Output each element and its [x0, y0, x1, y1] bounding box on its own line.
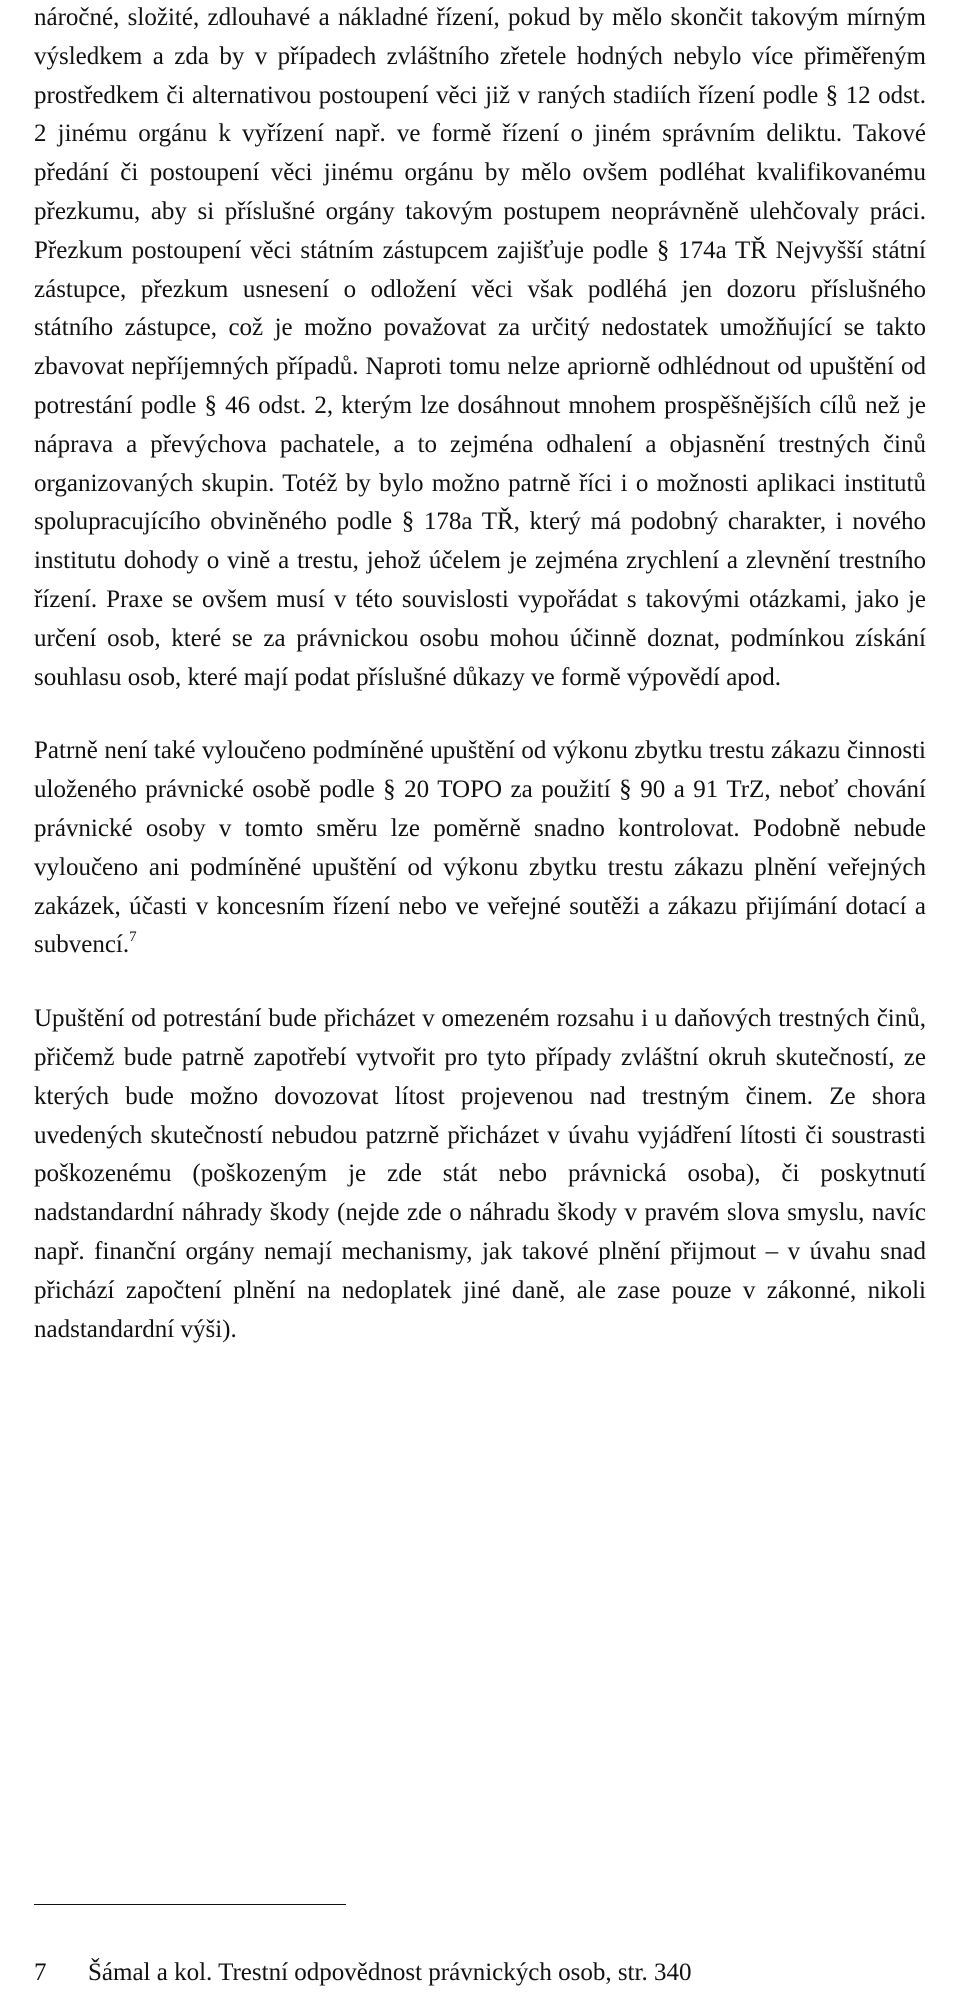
document-page [34, 0, 926, 2008]
paragraph [34, 732, 926, 965]
footnote-text: Šámal a kol. Trestní odpovědnost právnických osob, str. 340 [88, 1959, 692, 1986]
footnote-reference[interactable]: 7 [129, 929, 137, 946]
paragraph: náročné, složité, zdlouhavé a nákladné řízení, pokud by mělo skončit takovým mírným výsledkem a zda by v případech zvláštního zřetele hodných nebylo více přiměřeným prostředkem či alternativou postoupení věci již v raných stadiích řízení podle § 12 odst. 2 jinému orgánu k vyřízení např. ve formě řízení o jiném správním deliktu. Takové předání či postoupení věci jinému orgánu by mělo ovšem podléhat kvalifikovanému přezkumu, aby si příslušné orgány takovým postupem neoprávněně ulehčovaly práci. Přezkum postoupení věci státním zástupcem zajišťuje podle § 174a TŘ Nejvyšší státní zástupce, přezkum usnesení o odložení věci však podléhá jen dozoru příslušného státního zástupce, což je možno považovat za určitý nedostatek umožňující se takto zbavovat nepříjemných případů. Naproti tomu nelze apriorně odhlédnout od upuštění od potrestání podle § 46 odst. 2, kterým lze dosáhnout mnohem prospěšnějších cílů než je náprava a převýchova pachatele, a to zejména odhalení a objasnění trestných činů organizovaných skupin. Totéž by bylo možno patrně říci i o možnosti aplikaci institutů spolupracujícího obviněného podle § 178a TŘ, který má podobný charakter, i nového institutu dohody o vině a trestu, jehož účelem je zejména zrychlení a zlevnění trestního řízení. Praxe se ovšem musí v této souvislosti vypořádat s takovými otázkami, jako je určení osob, které se za právnickou osobu mohou účinně doznat, podmínkou získání souhlasu osob, které mají podat příslušné důkazy ve formě výpovědí apod. [34, 4, 926, 691]
footnote [34, 1958, 926, 1988]
paragraph-text: Patrně není také vyloučeno podmíněné upuštění od výkonu zbytku trestu zákazu činnosti uloženého právnické osobě podle § 20 TOPO za použití § 90 a 91 TrZ, neboť chování právnické osoby v tomto směru lze poměrně snadno kontrolovat. Podobně nebude vyloučeno ani podmíněné upuštění od výkonu zbytku trestu zákazu plnění veřejných zakázek, účasti v koncesním řízení nebo ve veřejné soutěži a zákazu přijímání dotací a subvencí. [34, 737, 926, 959]
footnote-separator [34, 1904, 346, 1905]
footnote-number: 7 [34, 1959, 47, 1986]
paragraph: Upuštění od potrestání bude přicházet v omezeném rozsahu i u daňových trestných činů, přičemž bude patrně zapotřebí vytvořit pro tyto případy zvláštní okruh skutečností, ze kterých bude možno dovozovat lítost projevenou nad trestným činem. Ze shora uvedených skutečností nebudou patzrně přicházet v úvahu vyjádření lítosti či soustrasti poškozenému (poškozeným je zde stát nebo právnická osoba), či poskytnutí nadstandardní náhrady škody (nejde zde o náhradu škody v pravém slova smyslu, navíc např. finanční orgány nemají mechanismy, jak takové plnění přijmout – v úvahu snad přichází započtení plnění na nedoplatek jiné daně, ale zase pouze v zákonné, nikoli nadstandardní výši). [34, 1005, 926, 1343]
